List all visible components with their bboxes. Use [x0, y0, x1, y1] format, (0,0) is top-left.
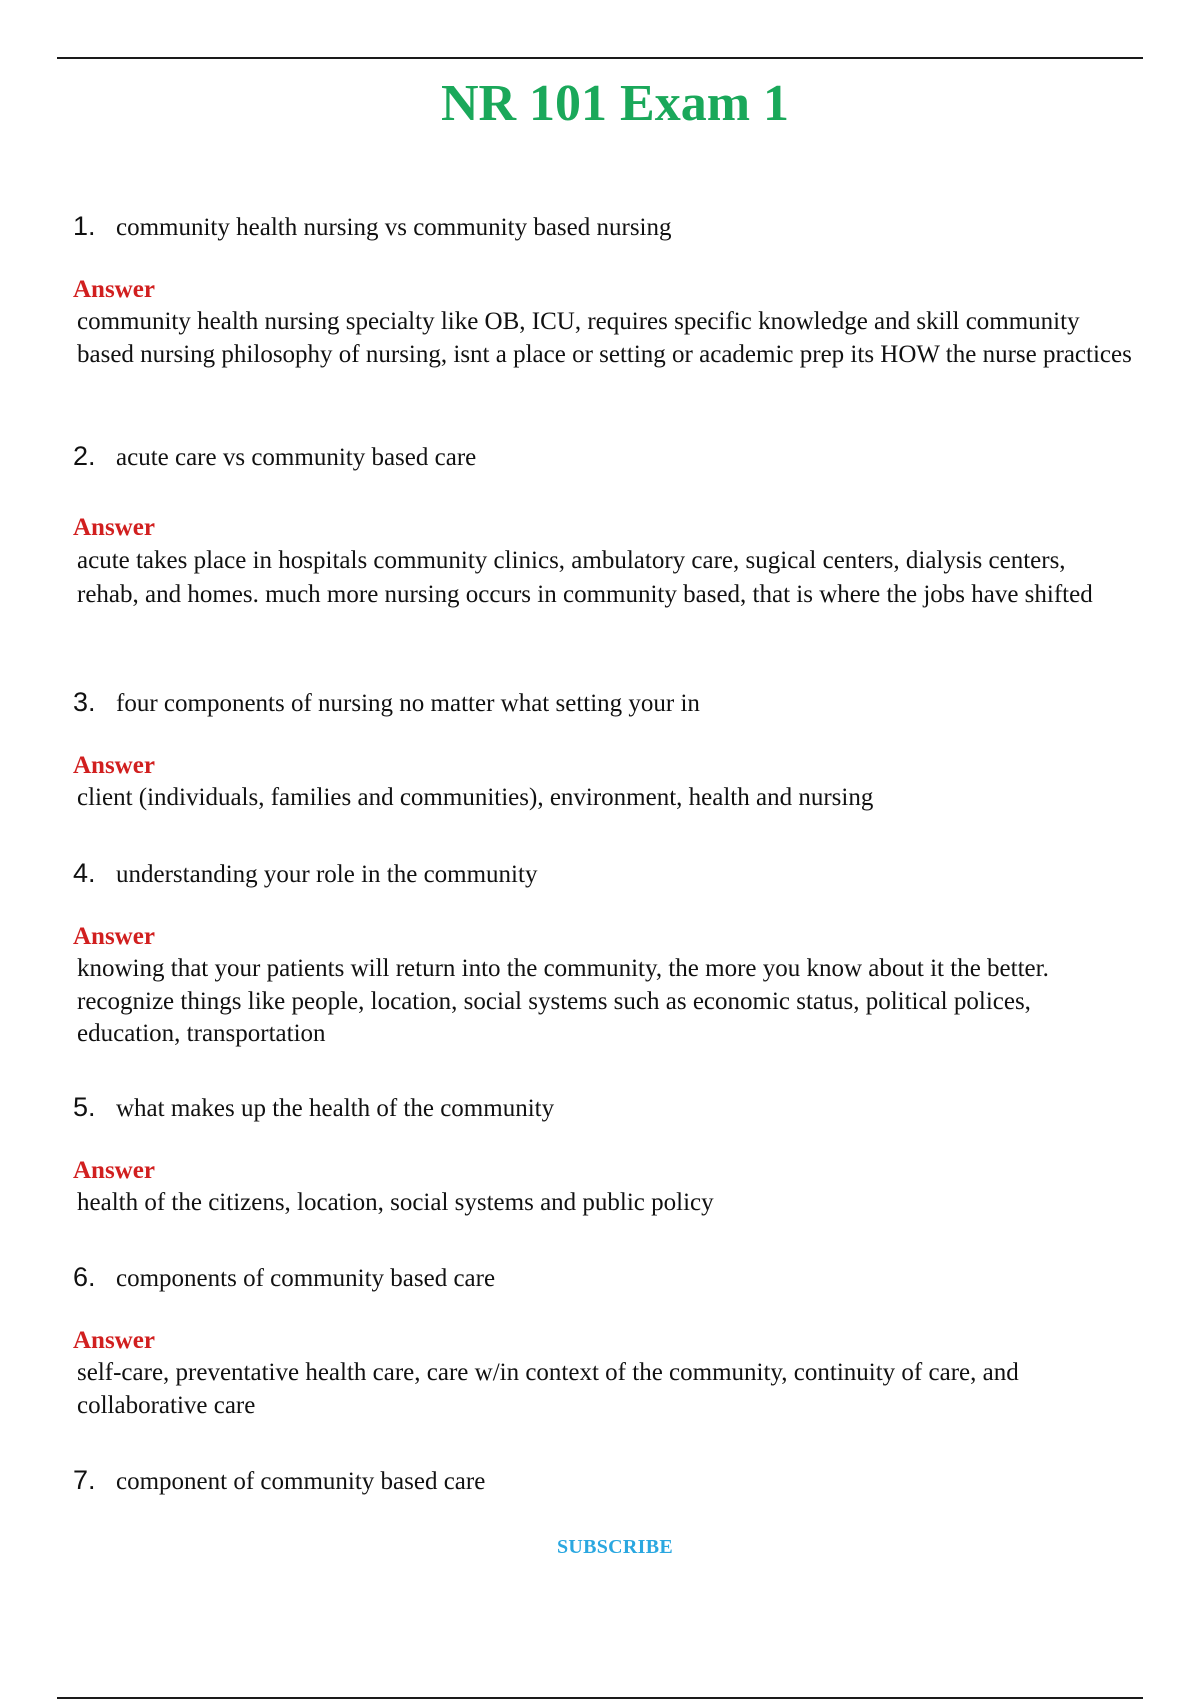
- question-number: 5.: [73, 1092, 96, 1122]
- answer-label: Answer: [73, 1157, 155, 1184]
- question-6: [73, 1261, 1133, 1295]
- qa-item-6: [73, 1261, 1133, 1422]
- qa-item-3: [73, 686, 1133, 815]
- answer-text: acute takes place in hospitals community clinics, ambulatory care, sugical centers, dialysis centers, rehab, and homes. much more nursing occurs in community based, that is where the jobs have shifted: [77, 547, 1093, 608]
- answer-label: Answer: [73, 752, 155, 779]
- question-text: components of community based care: [116, 1265, 496, 1292]
- qa-item-5: [73, 1091, 1133, 1220]
- question-3: [73, 686, 1133, 720]
- answer-label: Answer: [73, 1327, 155, 1354]
- answer-label: Answer: [73, 276, 155, 303]
- question-text: understanding your role in the community: [116, 861, 538, 888]
- question-text: four components of nursing no matter what setting your in: [116, 690, 700, 717]
- answer-label: Answer: [73, 514, 155, 541]
- question-2: [73, 440, 1133, 474]
- answer-text: health of the citizens, location, social systems and public policy: [77, 1189, 714, 1216]
- subscribe-link[interactable]: SUBSCRIBE: [556, 1536, 674, 1558]
- page-title: NR 101 Exam 1: [440, 75, 790, 132]
- top-rule: [57, 57, 1143, 59]
- question-number: 4.: [73, 858, 96, 888]
- bottom-rule: [57, 1697, 1143, 1699]
- question-number: 3.: [73, 687, 96, 717]
- question-text: component of community based care: [116, 1468, 486, 1495]
- qa-item-4: [73, 857, 1133, 1051]
- question-number: 7.: [73, 1465, 96, 1495]
- question-number: 6.: [73, 1262, 96, 1292]
- question-text: community health nursing vs community based nursing: [116, 214, 672, 241]
- qa-item-1: [73, 210, 1133, 371]
- answer-text: client (individuals, families and communities), environment, health and nursing: [77, 784, 874, 811]
- question-text: acute care vs community based care: [116, 444, 477, 471]
- qa-item-7: [73, 1464, 1133, 1498]
- question-number: 1.: [73, 211, 96, 241]
- question-1: [73, 210, 1133, 244]
- question-7: [73, 1464, 1133, 1498]
- answer-label: Answer: [73, 923, 155, 950]
- question-number: 2.: [73, 441, 96, 471]
- answer-text: knowing that your patients will return into the community, the more you know about it the better. recognize things like people, location, social systems such as economic status, political polices, education, transportation: [77, 955, 1049, 1047]
- question-5: [73, 1091, 1133, 1125]
- answer-text: self-care, preventative health care, care w/in context of the community, continuity of care, and collaborative care: [77, 1359, 1019, 1419]
- qa-item-2: [73, 440, 1133, 612]
- question-text: what makes up the health of the community: [116, 1095, 555, 1122]
- question-4: [73, 857, 1133, 891]
- answer-text: community health nursing specialty like OB, ICU, requires specific knowledge and skill community based nursing philosophy of nursing, isnt a place or setting or academic prep its HOW the nurse practices: [77, 308, 1132, 368]
